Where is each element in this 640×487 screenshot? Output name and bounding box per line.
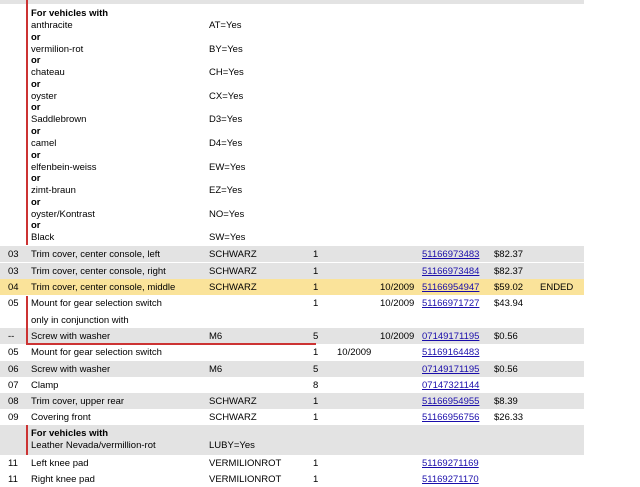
- part-number-link[interactable]: 51166954955: [422, 396, 480, 407]
- part-quantity: 1: [313, 474, 319, 485]
- row-number: 08: [8, 396, 19, 407]
- condition-code: SW=Yes: [209, 232, 246, 244]
- part-number-link[interactable]: 07149171195: [422, 364, 480, 375]
- part-quantity: 1: [313, 298, 319, 309]
- condition-code: EW=Yes: [209, 161, 246, 173]
- part-description: Screw with washer: [31, 331, 111, 342]
- part-price: $0.56: [494, 364, 518, 375]
- condition-code: EZ=Yes: [209, 185, 243, 197]
- condition-code: BY=Yes: [209, 43, 243, 55]
- condition-or: or: [31, 196, 41, 208]
- row-number: 11: [8, 458, 18, 469]
- part-description: only in conjunction with: [31, 315, 129, 326]
- part-description: Covering front: [31, 412, 91, 423]
- part-supplement: VERMILIONROT: [209, 458, 282, 469]
- date-from: 10/2009: [337, 347, 372, 358]
- part-number-link[interactable]: 51169271169: [422, 458, 479, 469]
- row-number: 06: [8, 364, 19, 375]
- part-quantity: 5: [313, 364, 319, 375]
- part-description: Trim cover, upper rear: [31, 396, 125, 407]
- part-description: Right knee pad: [31, 474, 95, 485]
- part-number-link[interactable]: 51166956756: [422, 412, 480, 423]
- condition-line: Leather Nevada/vermillion-rot: [31, 440, 156, 451]
- table-row: [0, 361, 584, 377]
- part-description: Screw with washer: [31, 364, 111, 375]
- part-quantity: 1: [313, 458, 319, 469]
- table-row: [0, 471, 584, 487]
- table-row: [0, 246, 584, 262]
- condition-value: elfenbein-weiss: [31, 161, 97, 173]
- condition-header: For vehicles with: [31, 8, 109, 19]
- condition-or: or: [31, 149, 41, 161]
- condition-bracket: [26, 0, 28, 245]
- conjunction-bracket: [26, 296, 28, 344]
- part-description: Left knee pad: [31, 458, 89, 469]
- part-number-link[interactable]: 51169271170: [422, 474, 479, 485]
- table-row: [0, 393, 584, 409]
- table-row: [0, 279, 584, 295]
- date-to: 10/2009: [380, 282, 415, 293]
- part-price: $43.94: [494, 298, 524, 309]
- part-price: $59.02: [494, 282, 524, 293]
- part-description: Trim cover, center console, right: [31, 266, 166, 277]
- part-quantity: 1: [313, 347, 319, 358]
- condition-value: oyster: [31, 90, 57, 102]
- condition-value: oyster/Kontrast: [31, 208, 95, 220]
- part-quantity: 1: [313, 266, 319, 277]
- row-number: 04: [8, 282, 19, 293]
- condition-code: AT=Yes: [209, 20, 242, 31]
- part-supplement: SCHWARZ: [209, 249, 257, 260]
- part-price: $0.56: [494, 331, 518, 342]
- row-number: 03: [8, 249, 19, 260]
- condition-value: Saddlebrown: [31, 114, 87, 126]
- table-row: [0, 455, 584, 471]
- condition-block-leather: [0, 425, 584, 455]
- condition-value: Black: [31, 232, 55, 244]
- table-row: [0, 295, 584, 311]
- part-supplement: SCHWARZ: [209, 396, 257, 407]
- condition-or: or: [31, 173, 41, 185]
- condition-value: vermilion-rot: [31, 43, 84, 55]
- part-quantity: 5: [313, 331, 319, 342]
- part-description: Trim cover, center console, middle: [31, 282, 176, 293]
- condition-value: zimt-braun: [31, 185, 76, 197]
- table-row: [0, 312, 584, 328]
- part-supplement: M6: [209, 364, 223, 375]
- part-description: Mount for gear selection switch: [31, 298, 162, 309]
- part-description: Trim cover, center console, left: [31, 249, 161, 260]
- row-number: 03: [8, 266, 19, 277]
- row-number: 09: [8, 412, 19, 423]
- condition-or: or: [31, 220, 41, 232]
- part-supplement: M6: [209, 331, 223, 342]
- condition-code: LUBY=Yes: [209, 440, 255, 451]
- condition-code: D4=Yes: [209, 138, 243, 149]
- condition-or: or: [31, 55, 41, 67]
- part-supplement: SCHWARZ: [209, 282, 257, 293]
- top-row-sliver: [0, 0, 584, 4]
- condition-or: or: [31, 125, 41, 137]
- table-row: [0, 377, 584, 393]
- part-price: $26.33: [494, 412, 524, 423]
- condition-or: or: [31, 78, 41, 90]
- part-quantity: 1: [313, 249, 319, 260]
- condition-value: chateau: [31, 67, 65, 79]
- table-row: [0, 344, 584, 360]
- condition-code: D3=Yes: [209, 114, 243, 126]
- part-description: Mount for gear selection switch: [31, 347, 162, 358]
- row-number: 05: [8, 298, 19, 309]
- part-price: $8.39: [494, 396, 518, 407]
- condition-code: CH=Yes: [209, 67, 244, 79]
- part-quantity: 1: [313, 396, 319, 407]
- part-price: $82.37: [494, 249, 524, 260]
- date-to: 10/2009: [380, 331, 415, 342]
- part-number-link[interactable]: 07147321144: [422, 380, 480, 391]
- part-price: $82.37: [494, 266, 524, 277]
- row-number: 11: [8, 474, 18, 485]
- part-supplement: SCHWARZ: [209, 412, 257, 423]
- condition-code: NO=Yes: [209, 208, 245, 220]
- part-number-link[interactable]: 51166954947: [422, 282, 480, 293]
- row-number: --: [8, 331, 15, 342]
- table-row: [0, 328, 584, 344]
- part-number-link[interactable]: 51166973484: [422, 266, 480, 277]
- part-supplement: SCHWARZ: [209, 266, 257, 277]
- part-number-link[interactable]: 51166971727: [422, 298, 480, 309]
- part-note: ENDED: [540, 282, 574, 293]
- condition-header: For vehicles with: [31, 428, 109, 439]
- table-row: [0, 409, 584, 425]
- part-quantity: 8: [313, 380, 319, 391]
- part-quantity: 1: [313, 412, 319, 423]
- part-quantity: 1: [313, 282, 319, 293]
- part-number-link[interactable]: 07149171195: [422, 331, 480, 342]
- part-supplement: VERMILIONROT: [209, 474, 282, 485]
- part-number-link[interactable]: 51169164483: [422, 347, 480, 358]
- condition-or: or: [31, 102, 41, 114]
- condition-value: camel: [31, 138, 57, 149]
- condition-code: CX=Yes: [209, 90, 244, 102]
- row-number: 05: [8, 347, 19, 358]
- date-to: 10/2009: [380, 298, 415, 309]
- part-number-link[interactable]: 51166973483: [422, 249, 480, 260]
- table-row: [0, 263, 584, 279]
- part-description: Clamp: [31, 380, 59, 391]
- row-number: 07: [8, 380, 19, 391]
- condition-or: or: [31, 31, 41, 43]
- condition-value: anthracite: [31, 20, 73, 31]
- conjunction-bracket-bottom: [26, 343, 316, 345]
